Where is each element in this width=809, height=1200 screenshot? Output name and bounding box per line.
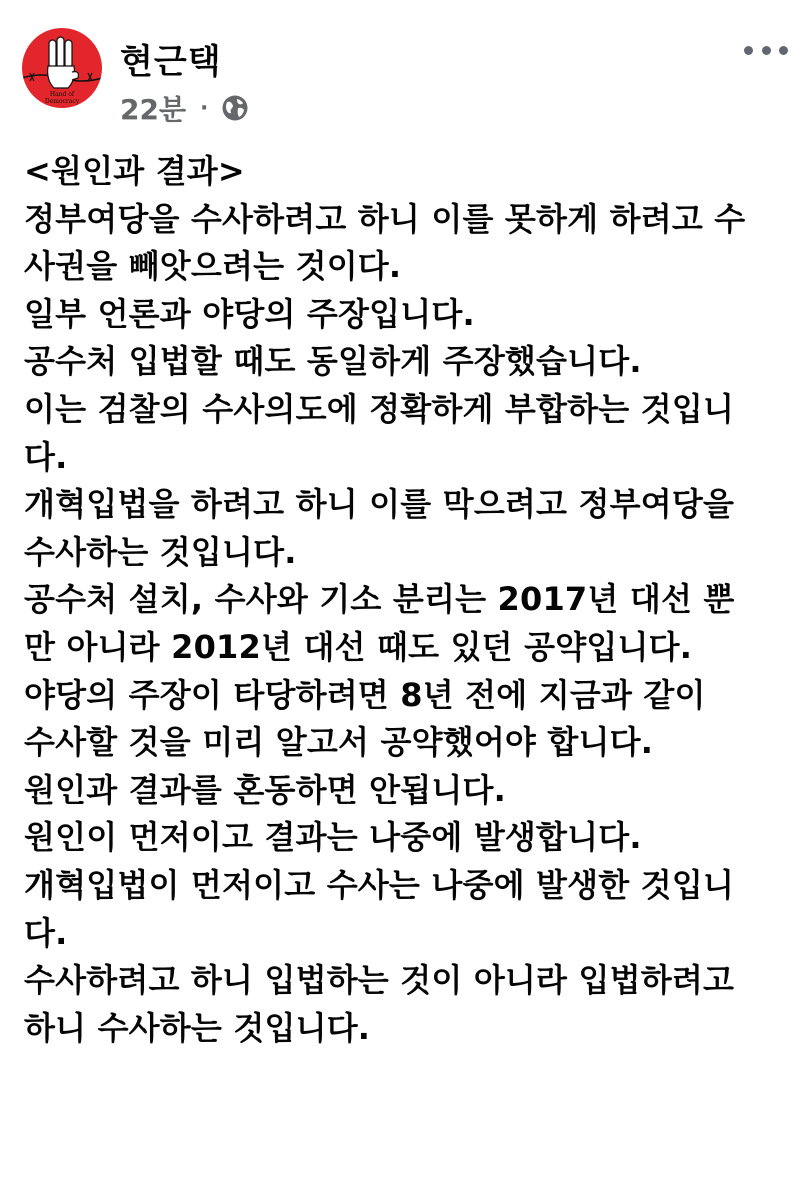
avatar-text-bottom: Democracy	[44, 98, 80, 105]
avatar-text-top: Hand of	[49, 91, 75, 98]
post-text-line: 일부 언론과 야당의 주장입니다.	[24, 294, 475, 333]
post-text-line: 수사하는 것입니다.	[24, 532, 297, 571]
raised-hand-icon	[22, 28, 102, 108]
post-text-line: 수사할 것을 미리 알고서 공약했어야 합니다.	[24, 723, 654, 762]
post-text-line: 정부여당을 수사하려고 하니 이를 못하게 하려고 수	[24, 199, 746, 238]
post-header	[22, 28, 792, 128]
post-text-line: 원인이 먼저이고 결과는 나중에 발생합니다.	[24, 818, 642, 857]
post-text-line: <원인과 결과>	[24, 152, 245, 190]
author-name[interactable]: 현근택	[120, 42, 222, 82]
post-timestamp[interactable]: 22분	[120, 93, 187, 126]
meta-separator: ·	[200, 95, 209, 121]
post-meta	[120, 90, 250, 126]
post-text-line: 하니 수사하는 것입니다.	[24, 1008, 371, 1047]
post-text-line: 야당의 주장이 타당하려면 8년 전에 지금과 같이	[24, 675, 706, 714]
post-text-line: 원인과 결과를 혼동하면 안됩니다.	[24, 770, 506, 809]
more-dots-icon	[744, 46, 753, 55]
post-text-line: 수사하려고 하니 입법하는 것이 아니라 입법하려고	[24, 961, 735, 1000]
post-text-line: 공수처 입법할 때도 동일하게 주장했습니다.	[24, 342, 642, 381]
post-text-line: 개혁입법을 하려고 하니 이를 막으려고 정부여당을	[24, 485, 735, 524]
post-text-line: 이는 검찰의 수사의도에 정확하게 부합하는 것입니	[24, 389, 735, 428]
post-text-line: 공수처 설치, 수사와 기소 분리는 2017년 대선 뿐	[24, 580, 735, 619]
avatar[interactable]	[22, 28, 102, 108]
more-options-button[interactable]	[744, 38, 788, 62]
more-dots-icon	[762, 46, 771, 55]
post-text-line: 만 아니라 2012년 대선 때도 있던 공약입니다.	[24, 627, 693, 666]
post-text-line: 사권을 빼앗으려는 것이다.	[24, 247, 402, 286]
post-body	[24, 148, 794, 1052]
post-text-line: 다.	[24, 913, 68, 952]
globe-icon[interactable]	[220, 93, 250, 123]
more-dots-icon	[779, 46, 788, 55]
post-text-line: 개혁입법이 먼저이고 수사는 나중에 발생한 것입니	[24, 865, 735, 904]
post-text-line: 다.	[24, 437, 68, 476]
